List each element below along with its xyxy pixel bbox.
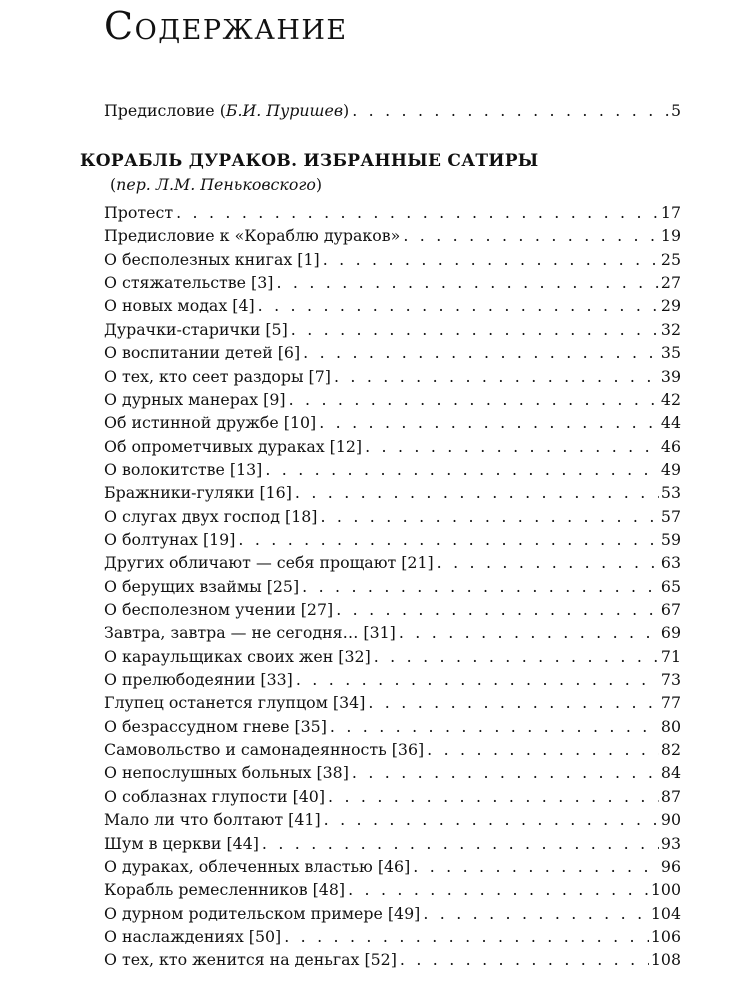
dot-leader <box>371 646 659 668</box>
dot-leader <box>286 389 659 411</box>
toc-entry-title: О бесполезных книгах [1] <box>104 249 320 269</box>
dot-leader <box>281 926 649 948</box>
toc-entry[interactable] <box>104 856 681 878</box>
toc-entry-title <box>104 100 349 122</box>
toc-page-number: 25 <box>660 249 681 269</box>
toc-page-number: 59 <box>660 529 681 549</box>
toc-page-number: 90 <box>660 810 681 830</box>
toc-entry[interactable] <box>104 412 681 434</box>
toc-entry-title: О непослушных больных [38] <box>104 763 349 783</box>
dot-leader <box>292 482 659 504</box>
preface-author-open: ( <box>219 101 226 120</box>
toc-page-number: 73 <box>660 670 681 689</box>
dot-leader <box>333 599 659 621</box>
toc-entry[interactable] <box>104 599 681 621</box>
dot-leader <box>300 342 659 364</box>
toc-entry[interactable] <box>104 202 681 224</box>
translator-credit: пер. Л.М. Пеньковского <box>116 175 316 194</box>
toc-entry-title: Предисловие к «Кораблю дураков» <box>104 226 401 246</box>
toc-entry-title: О воспитании детей [6] <box>104 343 301 363</box>
toc-page-number: 32 <box>660 319 681 339</box>
toc-entry-title: О прелюбодеянии [33] <box>104 670 293 689</box>
toc-page-number: 5 <box>670 101 681 120</box>
toc-page-number: 108 <box>650 950 681 970</box>
dot-leader <box>349 762 659 784</box>
toc-entry-title: Дурачки-старички [5] <box>104 319 288 339</box>
toc-entry[interactable] <box>104 506 681 528</box>
dot-leader <box>396 622 659 644</box>
toc-page-number: 100 <box>650 880 681 900</box>
toc-entry[interactable] <box>104 552 681 574</box>
toc-page-number: 106 <box>650 926 681 946</box>
dot-leader <box>345 879 649 901</box>
toc-entry[interactable] <box>104 716 681 738</box>
dot-leader <box>327 716 659 738</box>
section-heading: КОРАБЛЬ ДУРАКОВ. ИЗБРАННЫЕ САТИРЫ <box>80 151 539 171</box>
toc-page-number: 17 <box>660 203 681 222</box>
dot-leader <box>410 856 659 878</box>
dot-leader <box>259 833 659 855</box>
toc-entry[interactable] <box>104 809 681 831</box>
toc-entry-title: О тех, кто женится на деньгах [52] <box>104 950 397 970</box>
dot-leader <box>362 436 659 458</box>
toc-entry-title: О новых модах [4] <box>104 296 255 316</box>
dot-leader <box>235 529 659 551</box>
toc-entry[interactable] <box>104 692 681 714</box>
toc-entry-title: Мало ли что болтают [41] <box>104 810 321 830</box>
dot-leader <box>299 576 659 598</box>
section-subtitle <box>110 174 322 196</box>
toc-page-number: 46 <box>660 436 681 456</box>
dot-leader <box>424 739 659 761</box>
toc-page-number: 84 <box>660 763 681 783</box>
toc-entry-title: Завтра, завтра — не сегодня… [31] <box>104 623 396 643</box>
toc-entry[interactable] <box>104 342 681 364</box>
toc-entry[interactable] <box>104 739 681 761</box>
toc-page-number: 35 <box>660 343 681 363</box>
toc-entry-title: Корабль ремесленников [48] <box>104 880 346 900</box>
dot-leader <box>397 949 649 971</box>
toc-entry-title: О караульщиках своих жен [32] <box>104 646 371 666</box>
toc-entry[interactable] <box>104 646 681 668</box>
dot-leader <box>262 459 659 481</box>
toc-entry-title: О соблазнах глупости [40] <box>104 786 325 806</box>
toc-entry[interactable] <box>104 833 681 855</box>
toc-entry[interactable] <box>104 459 681 481</box>
toc-entry-title: О дурных манерах [9] <box>104 389 286 409</box>
toc-entry[interactable] <box>104 762 681 784</box>
toc-page-number: 93 <box>660 833 681 853</box>
toc-entry[interactable] <box>104 879 681 901</box>
toc-entry[interactable] <box>104 295 681 317</box>
toc-entry-title: О волокитстве [13] <box>104 459 263 479</box>
toc-page-number: 71 <box>660 646 681 666</box>
toc-entry[interactable] <box>104 482 681 504</box>
toc-entry-title: Других обличают — себя прощают [21] <box>104 553 434 573</box>
toc-page-number: 39 <box>660 366 681 386</box>
toc-entry[interactable] <box>104 576 681 598</box>
toc-page-number: 42 <box>660 389 681 409</box>
toc-entry[interactable] <box>104 225 681 247</box>
toc-entry[interactable] <box>104 366 681 388</box>
dot-leader <box>331 366 659 388</box>
toc-entry-title: О берущих взаймы [25] <box>104 576 300 596</box>
toc-page-number: 57 <box>660 506 681 526</box>
toc-entry-title: О дурном родительском примере [49] <box>104 903 421 923</box>
preface-author: Б.И. Пуришев <box>225 101 344 120</box>
toc-entry-title: О болтунах [19] <box>104 529 236 549</box>
page-title: Содержание <box>104 4 348 48</box>
toc-entry-title: О безрассудном гневе [35] <box>104 716 327 736</box>
preface-author-close: ) <box>343 101 350 120</box>
dot-leader <box>273 272 658 294</box>
toc-page-number: 44 <box>660 413 681 433</box>
dot-leader <box>173 202 659 224</box>
toc-entry-title: О стяжательстве [3] <box>104 273 274 293</box>
dot-leader <box>288 319 659 341</box>
toc-entry[interactable] <box>104 249 681 271</box>
toc-page-number: 53 <box>660 483 681 503</box>
dot-leader <box>325 786 659 808</box>
preface-label: Предисловие <box>104 101 215 120</box>
toc-page-number: 77 <box>660 693 681 713</box>
subtitle-open: ( <box>110 175 117 194</box>
dot-leader <box>293 669 659 691</box>
toc-page-number: 49 <box>660 459 681 479</box>
dot-leader <box>420 903 649 925</box>
toc-entry-title: О слугах двух господ [18] <box>104 506 318 526</box>
toc-entry-title: Шум в церкви [44] <box>104 833 259 853</box>
toc-entry-title: Об опрометчивых дураках [12] <box>104 436 363 456</box>
toc-entry-title: О тех, кто сеет раздоры [7] <box>104 366 331 386</box>
toc-entry[interactable] <box>104 436 681 458</box>
toc-page-number: 82 <box>660 740 681 760</box>
toc-page-number: 80 <box>660 716 681 736</box>
toc-entry[interactable] <box>104 903 681 925</box>
toc-entry-title: Протест <box>104 203 174 222</box>
toc-entry[interactable] <box>104 786 681 808</box>
toc-entry-title: Бражники-гуляки [16] <box>104 483 292 503</box>
dot-leader <box>316 412 659 434</box>
dot-leader <box>317 506 658 528</box>
toc-entry-preface[interactable] <box>104 100 681 122</box>
toc-entry-title: О бесполезном учении [27] <box>104 600 334 619</box>
toc-entry[interactable] <box>104 949 681 971</box>
dot-leader <box>349 100 669 122</box>
toc-page-number: 96 <box>660 856 681 876</box>
toc-page-number: 27 <box>660 273 681 293</box>
dot-leader <box>255 295 659 317</box>
toc-entry[interactable] <box>104 669 681 691</box>
toc-entry-title: Глупец останется глупцом [34] <box>104 693 366 713</box>
toc-page-number: 87 <box>660 786 681 806</box>
toc-entry[interactable] <box>104 926 681 948</box>
toc-entry[interactable] <box>104 272 681 294</box>
toc-page-number: 67 <box>660 600 681 619</box>
dot-leader <box>365 692 659 714</box>
toc-entry-title: Самовольство и самонадеянность [36] <box>104 740 425 760</box>
toc-page-number: 69 <box>660 623 681 643</box>
toc-entry-title: О дураках, облеченных властью [46] <box>104 856 411 876</box>
toc-page-number: 19 <box>660 226 681 246</box>
toc-entry[interactable] <box>104 319 681 341</box>
dot-leader <box>434 552 659 574</box>
toc-entry[interactable] <box>104 529 681 551</box>
dot-leader <box>320 249 659 271</box>
dot-leader <box>321 809 659 831</box>
toc-page-number: 65 <box>660 576 681 596</box>
dot-leader <box>400 225 659 247</box>
toc-page-number: 29 <box>660 296 681 316</box>
toc-entry-title: О наслаждениях [50] <box>104 926 282 946</box>
subtitle-close: ) <box>315 175 322 194</box>
toc-entry[interactable] <box>104 389 681 411</box>
toc-entry-title: Об истинной дружбе [10] <box>104 413 317 433</box>
toc-page-number: 63 <box>660 553 681 573</box>
toc-entry[interactable] <box>104 622 681 644</box>
toc-page-number: 104 <box>650 903 681 923</box>
